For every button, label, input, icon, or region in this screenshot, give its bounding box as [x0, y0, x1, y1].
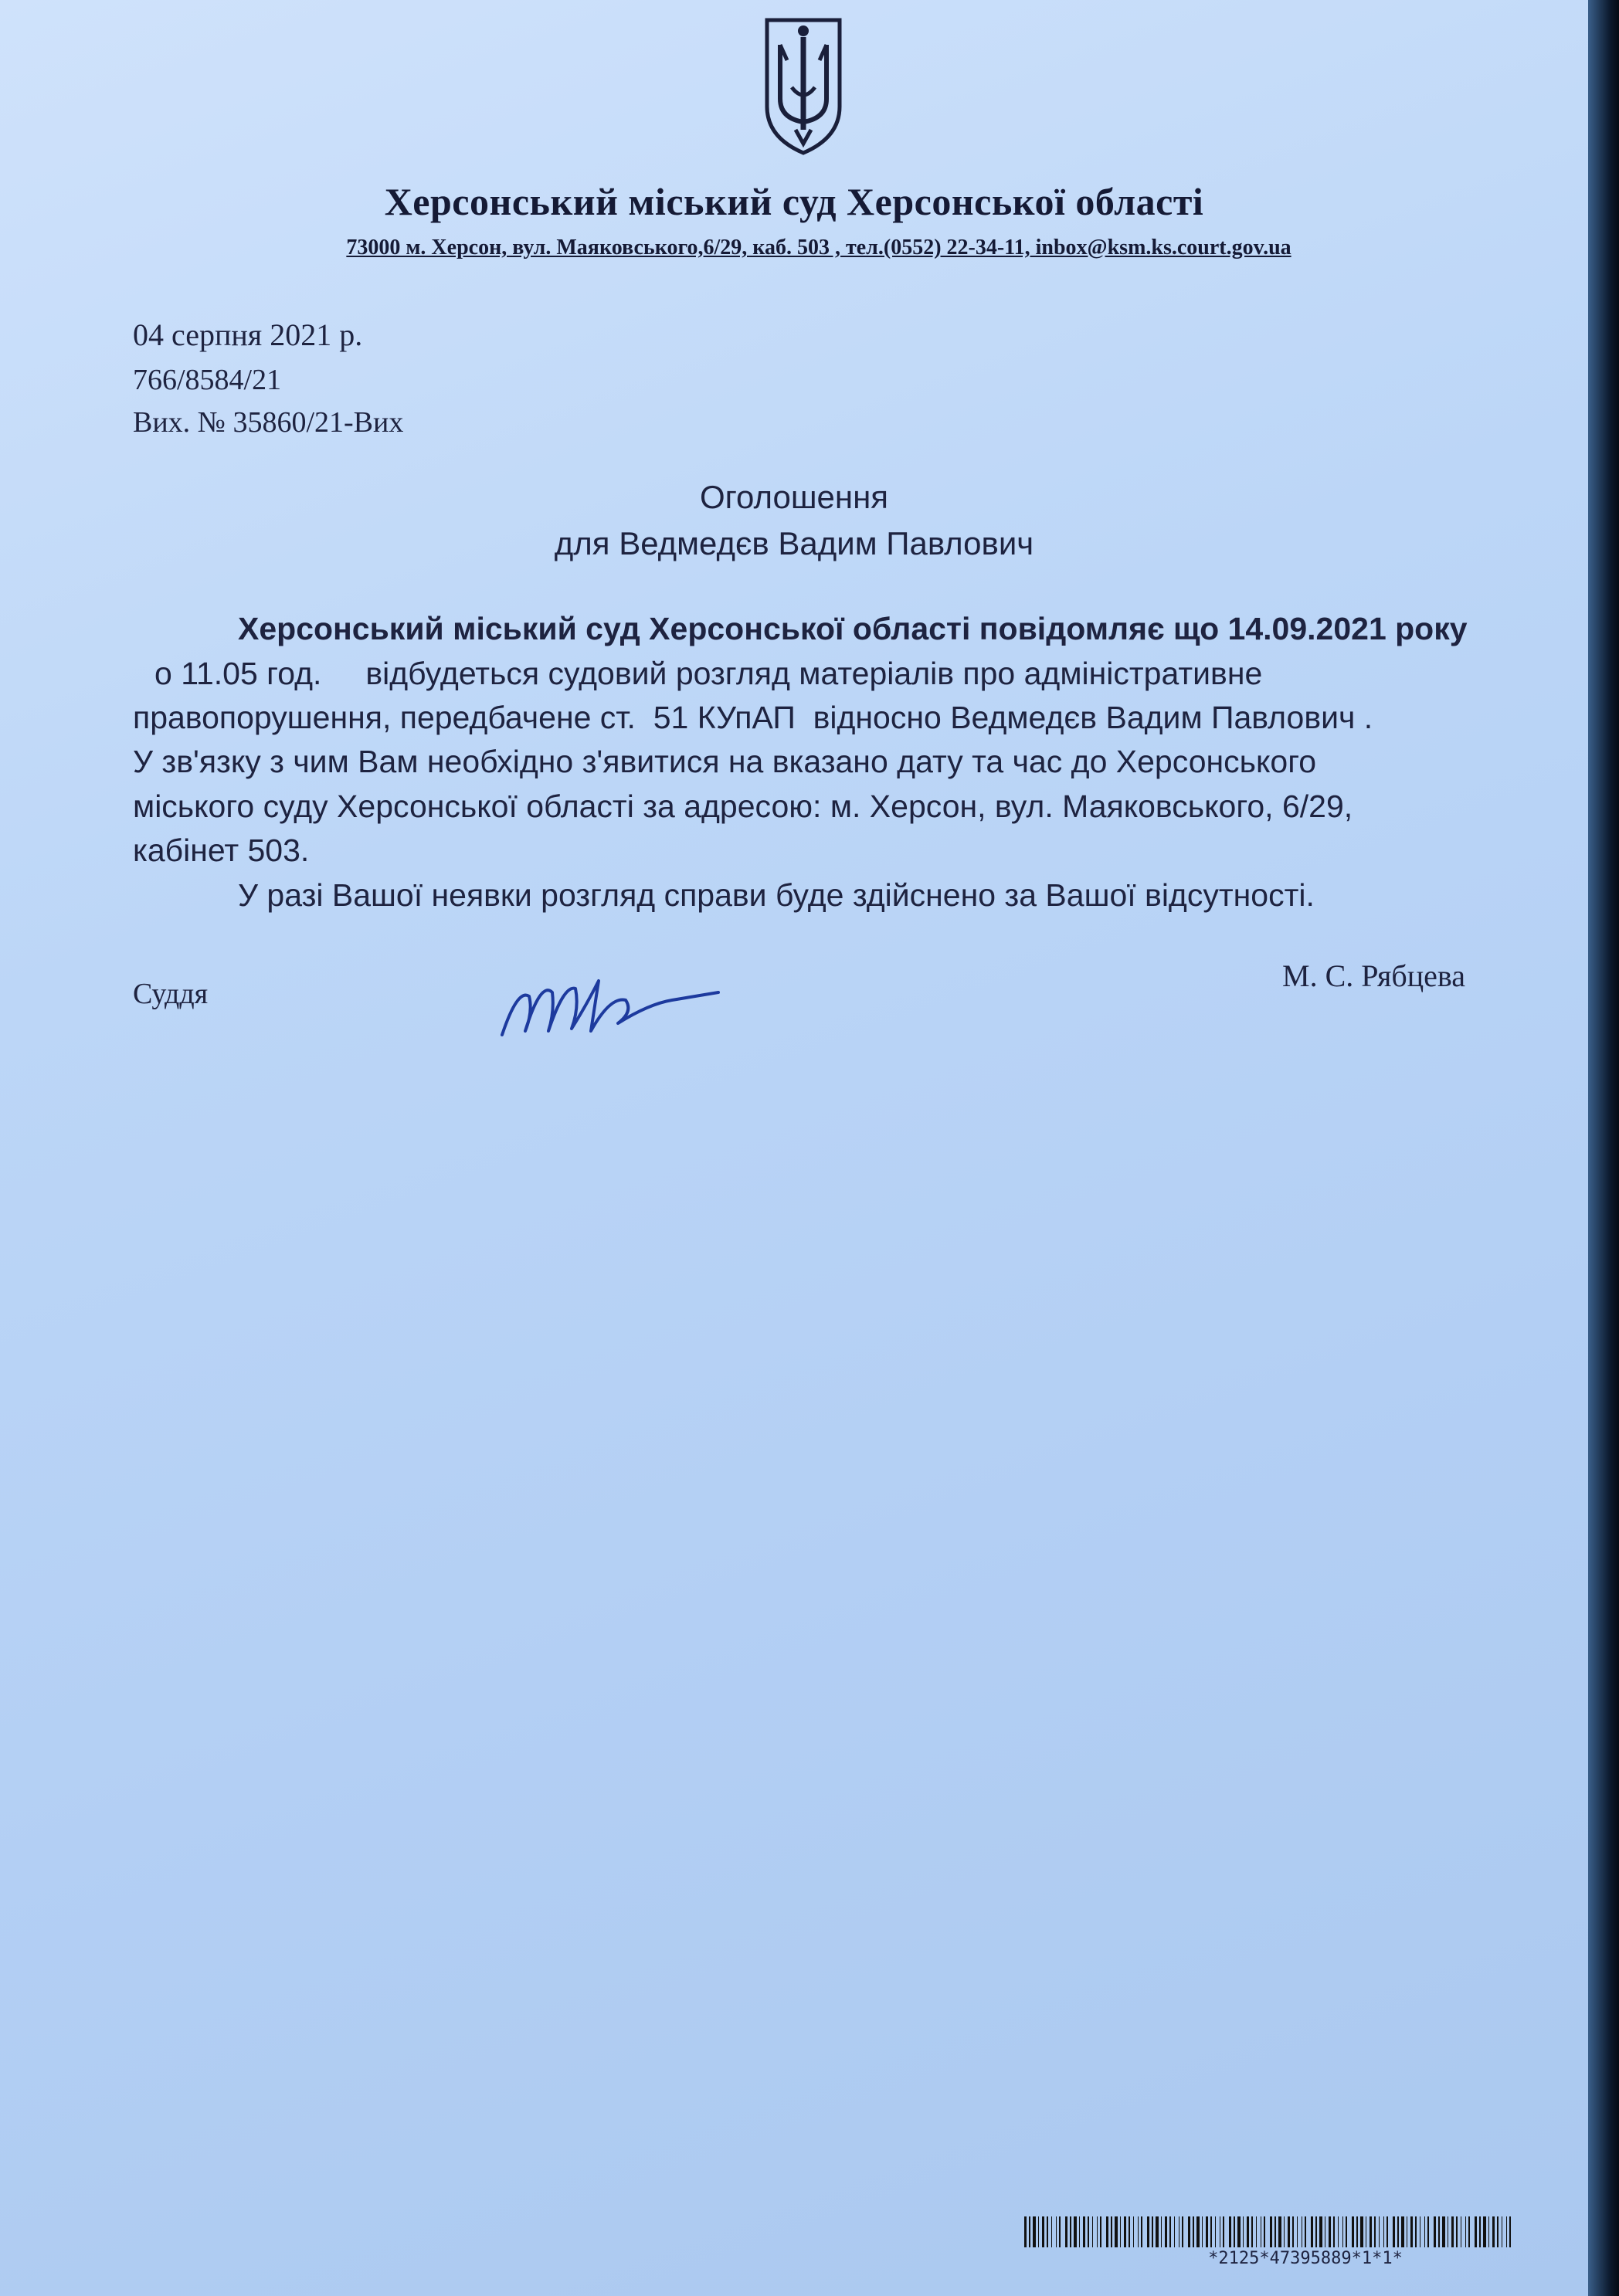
barcode-bar — [1120, 2216, 1121, 2247]
barcode-bar — [1210, 2216, 1212, 2247]
barcode-bar — [1465, 2216, 1466, 2247]
case-number: 766/8584/21 — [133, 364, 282, 396]
barcode-bar — [1424, 2216, 1425, 2247]
barcode-bar — [1070, 2216, 1071, 2247]
barcode-bar — [1451, 2216, 1454, 2247]
barcode-bar — [1488, 2216, 1489, 2247]
barcode-bar — [1024, 2216, 1027, 2247]
barcode-bar — [1374, 2216, 1376, 2247]
barcode-bar — [1415, 2216, 1417, 2247]
barcode-bar — [1483, 2216, 1486, 2247]
barcode-bar — [1468, 2216, 1470, 2247]
barcode-bar — [1229, 2216, 1231, 2247]
barcode-bar — [1438, 2216, 1440, 2247]
barcode-bar — [1234, 2216, 1235, 2247]
barcode-bar — [1256, 2216, 1257, 2247]
barcode-bar — [1370, 2216, 1372, 2247]
barcode-bar — [1434, 2216, 1436, 2247]
barcode-bar — [1401, 2216, 1404, 2247]
barcode-bar — [1206, 2216, 1208, 2247]
barcode-bar — [1379, 2216, 1380, 2247]
barcode-bar — [1088, 2216, 1089, 2247]
trident-coat-of-arms-icon — [761, 14, 846, 158]
barcode-bar — [1215, 2216, 1216, 2247]
barcode-bar — [1492, 2216, 1495, 2247]
barcode-bar — [1292, 2216, 1294, 2247]
barcode-bar — [1147, 2216, 1149, 2247]
barcode-bar — [1479, 2216, 1481, 2247]
barcode-bar — [1311, 2216, 1313, 2247]
barcode-bar — [1124, 2216, 1126, 2247]
judge-role: Суддя — [133, 978, 209, 1010]
barcode-bar — [1029, 2216, 1030, 2247]
barcode-bar — [1047, 2216, 1048, 2247]
barcode-bar — [1115, 2216, 1118, 2247]
barcode-bar — [1333, 2216, 1335, 2247]
barcode-bar — [1065, 2216, 1067, 2247]
barcode-bar — [1297, 2216, 1298, 2247]
barcode-bar — [1141, 2216, 1142, 2247]
barcode-bar — [1356, 2216, 1358, 2247]
barcode-bar — [1475, 2216, 1477, 2247]
barcode-bar — [1264, 2216, 1265, 2247]
barcode-bar — [1360, 2216, 1363, 2247]
barcode-bar — [1056, 2216, 1057, 2247]
barcode-bar — [1397, 2216, 1399, 2247]
barcode-bar — [1393, 2216, 1395, 2247]
barcode-bar — [1243, 2216, 1244, 2247]
barcode-bar — [1156, 2216, 1159, 2247]
page-edge-shadow — [1588, 0, 1619, 2296]
absence-notice: У разі Вашої неявки розгляд справи буде здійснено за Вашої відсутності. — [238, 877, 1315, 913]
barcode-bar — [1161, 2216, 1162, 2247]
barcode-bar — [1133, 2216, 1134, 2247]
barcode-bar — [1174, 2216, 1175, 2247]
notice-addressee: для Ведмедєв Вадим Павлович — [554, 525, 1034, 561]
barcode-bar — [1346, 2216, 1347, 2247]
barcode-bar — [1319, 2216, 1322, 2247]
barcode-bar — [1497, 2216, 1499, 2247]
body-line: о 11.05 год. відбудеться судовий розгляд матеріалів про адміністративне — [154, 656, 1263, 691]
barcode-bar — [1270, 2216, 1272, 2247]
barcode-bar — [1506, 2216, 1507, 2247]
barcode-bar — [1152, 2216, 1153, 2247]
barcode-bar — [1106, 2216, 1108, 2247]
barcode-bar — [1387, 2216, 1388, 2247]
body-line: кабінет 503. — [133, 833, 310, 868]
barcode-bar — [1223, 2216, 1224, 2247]
court-address: 73000 м. Херсон, вул. Маяковського,6/29, каб. 503 , тел.(0552) 22-34-11, inbox@ksm.ks.court.gov.ua — [346, 236, 1291, 259]
barcode-bar — [1456, 2216, 1458, 2247]
barcode-bar — [1038, 2216, 1039, 2247]
barcode-bar — [1352, 2216, 1354, 2247]
barcode-bar — [1182, 2216, 1183, 2247]
barcode — [1024, 2216, 1519, 2247]
barcode-bar — [1165, 2216, 1167, 2247]
barcode-bar — [1193, 2216, 1194, 2247]
barcode-number: *2125*47395889*1*1* — [1208, 2249, 1403, 2268]
barcode-bar — [1305, 2216, 1306, 2247]
body-line: У зв'язку з чим Вам необхідно з'явитися на вказано дату та час до Херсонського — [133, 744, 1317, 779]
handwritten-signature — [494, 958, 726, 1050]
barcode-bar — [1274, 2216, 1276, 2247]
barcode-bar — [1100, 2216, 1101, 2247]
judge-name: М. С. Рябцева — [1282, 958, 1465, 993]
barcode-bar — [1188, 2216, 1190, 2247]
barcode-bar — [1247, 2216, 1249, 2247]
barcode-bar — [1196, 2216, 1200, 2247]
barcode-bar — [1033, 2216, 1036, 2247]
barcode-bar — [1138, 2216, 1139, 2247]
barcode-bar — [1169, 2216, 1171, 2247]
barcode-bar — [1251, 2216, 1253, 2247]
barcode-bar — [1278, 2216, 1281, 2247]
barcode-bar — [1383, 2216, 1384, 2247]
barcode-bar — [1338, 2216, 1339, 2247]
body-line: правопорушення, передбачене ст. 51 КУпАП відносно Ведмедєв Вадим Павлович . — [133, 700, 1373, 735]
barcode-bar — [1442, 2216, 1445, 2247]
notice-title: Оголошення — [699, 479, 889, 515]
barcode-bar — [1509, 2216, 1511, 2247]
barcode-bar — [1111, 2216, 1112, 2247]
barcode-bar — [1074, 2216, 1077, 2247]
barcode-bar — [1083, 2216, 1085, 2247]
outgoing-number: Вих. № 35860/21-Вих — [133, 406, 404, 439]
body-line: Херсонський міський суд Херсонської області повідомляє що 14.09.2021 року — [238, 611, 1468, 646]
barcode-bar — [1237, 2216, 1241, 2247]
barcode-bar — [1329, 2216, 1331, 2247]
barcode-bar — [1284, 2216, 1285, 2247]
barcode-bar — [1315, 2216, 1317, 2247]
barcode-bar — [1342, 2216, 1343, 2247]
barcode-bar — [1079, 2216, 1080, 2247]
barcode-bar — [1051, 2216, 1052, 2247]
barcode-bar — [1288, 2216, 1290, 2247]
barcode-bar — [1059, 2216, 1061, 2247]
body-line: міського суду Херсонської області за адресою: м. Херсон, вул. Маяковського, 6/29, — [133, 789, 1353, 824]
barcode-bar — [1092, 2216, 1093, 2247]
barcode-bar — [1097, 2216, 1098, 2247]
court-title: Херсонський міський суд Херсонської області — [384, 180, 1204, 223]
document-date: 04 серпня 2021 р. — [133, 317, 363, 352]
barcode-bar — [1202, 2216, 1203, 2247]
barcode-bar — [1042, 2216, 1044, 2247]
barcode-bar — [1129, 2216, 1130, 2247]
barcode-bar — [1410, 2216, 1413, 2247]
barcode-bar — [1427, 2216, 1429, 2247]
